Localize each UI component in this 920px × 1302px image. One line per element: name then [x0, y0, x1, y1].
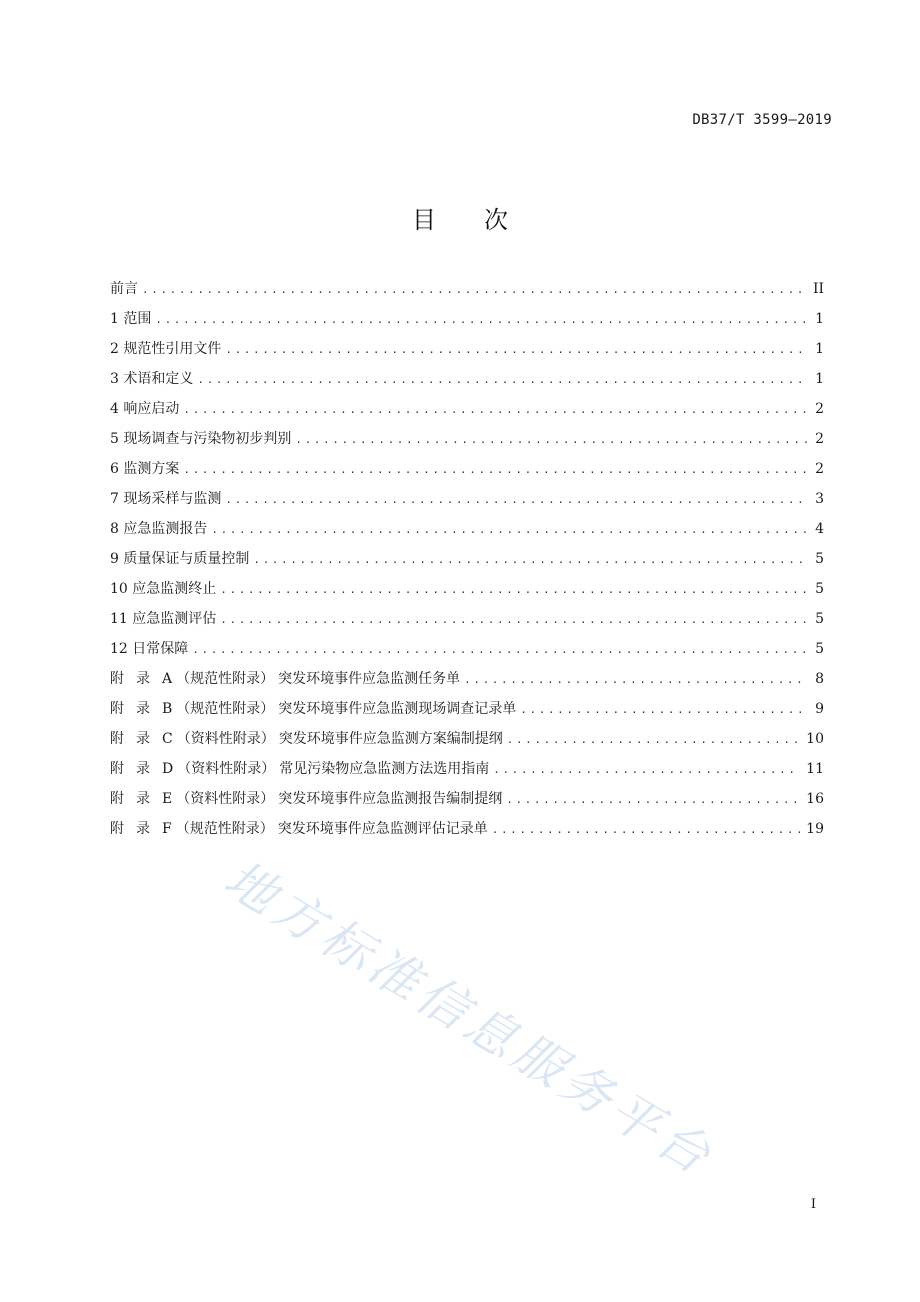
annex-word: 录: [136, 821, 150, 837]
dot-leader: [197, 370, 808, 390]
toc-entry-5[interactable]: [110, 429, 824, 459]
dot-leader: [155, 310, 808, 330]
annex-prefix: 附: [110, 821, 124, 837]
annex-word: 录: [136, 791, 150, 807]
dot-leader: [220, 610, 808, 630]
dot-leader: [507, 730, 800, 750]
toc-label: 3 术语和定义: [110, 371, 194, 387]
toc-label: 5 现场调查与污染物初步判别: [110, 431, 292, 447]
annex-letter: A: [162, 671, 173, 687]
dot-leader: [493, 760, 800, 780]
toc-label: 12 日常保障: [110, 641, 189, 657]
toc-entry-9[interactable]: [110, 549, 824, 579]
toc-entry-annex-f[interactable]: [110, 819, 824, 849]
toc-label: 9 质量保证与质量控制: [110, 551, 250, 567]
annex-letter: B: [162, 701, 173, 717]
dot-leader: [520, 700, 808, 720]
toc-label: 10 应急监测终止: [110, 581, 217, 597]
annex-kind: （资料性附录）: [177, 761, 276, 777]
annex-word: 录: [136, 731, 150, 747]
toc-label: [110, 789, 506, 809]
toc-label: 2 规范性引用文件: [110, 341, 222, 357]
annex-title: 突发环境事件应急监测报告编制提纲: [278, 791, 503, 807]
toc-label: 7 现场采样与监测: [110, 491, 222, 507]
toc-page-number: 9: [815, 701, 824, 717]
toc-page-number: 5: [815, 581, 824, 597]
toc-entry-12[interactable]: [110, 639, 824, 669]
toc-label: [110, 669, 464, 689]
toc-entry-10[interactable]: [110, 579, 824, 609]
annex-word: 录: [136, 701, 150, 717]
toc-page-number: 2: [815, 461, 824, 477]
toc-entry-8[interactable]: [110, 519, 824, 549]
toc-page-number: 16: [806, 791, 824, 807]
title-char-1: 目: [412, 206, 436, 234]
dot-leader: [295, 430, 808, 450]
annex-kind: （规范性附录）: [176, 671, 275, 687]
toc-label: 8 应急监测报告: [110, 521, 208, 537]
toc-page-number: 2: [815, 401, 824, 417]
toc-page-number: 8: [815, 671, 824, 687]
annex-letter: E: [162, 791, 173, 807]
toc-page-number: 19: [806, 821, 824, 837]
toc-page-number: 10: [806, 731, 824, 747]
toc-page-number: 11: [806, 761, 824, 777]
dot-leader: [183, 460, 808, 480]
toc-entry-annex-d[interactable]: [110, 759, 824, 789]
dot-leader: [183, 400, 808, 420]
toc-label: 6 监测方案: [110, 461, 180, 477]
annex-letter: C: [162, 731, 173, 747]
toc-label: [110, 759, 493, 779]
toc-label: 11 应急监测评估: [110, 611, 217, 627]
toc-page-number: 4: [815, 521, 824, 537]
toc-label: 4 响应启动: [110, 401, 180, 417]
dot-leader: [192, 640, 808, 660]
toc-page-number: 3: [815, 491, 824, 507]
toc-entry-11[interactable]: [110, 609, 824, 639]
toc-page-number: 5: [815, 641, 824, 657]
toc-page-number: 5: [815, 551, 824, 567]
toc-entry-6[interactable]: [110, 459, 824, 489]
toc-label: [110, 819, 492, 839]
annex-letter: D: [162, 761, 174, 777]
annex-kind: （资料性附录）: [176, 791, 275, 807]
annex-title: 突发环境事件应急监测任务单: [278, 671, 461, 687]
annex-kind: （规范性附录）: [175, 821, 274, 837]
dot-leader: [492, 820, 800, 840]
annex-word: 录: [136, 671, 150, 687]
annex-title: 突发环境事件应急监测评估记录单: [277, 821, 488, 837]
toc-entry-annex-b[interactable]: [110, 699, 824, 729]
toc-label: [110, 699, 520, 719]
toc-page-number: 1: [815, 371, 824, 387]
toc-entry-3[interactable]: [110, 369, 824, 399]
annex-word: 录: [136, 761, 150, 777]
toc-entry-2[interactable]: [110, 339, 824, 369]
watermark: 地方标准信息服务平台: [214, 849, 725, 1188]
dot-leader: [253, 550, 808, 570]
standard-code: DB37/T 3599—2019: [692, 112, 832, 128]
toc-page-number: 5: [815, 611, 824, 627]
toc-entry-7[interactable]: [110, 489, 824, 519]
toc-entry-4[interactable]: [110, 399, 824, 429]
toc-label: 前言: [110, 281, 138, 297]
title-char-2: 次: [484, 206, 508, 234]
annex-prefix: 附: [110, 731, 124, 747]
dot-leader: [225, 490, 808, 510]
toc-entry-annex-a[interactable]: [110, 669, 824, 699]
dot-leader: [225, 340, 808, 360]
toc-page-number: II: [812, 281, 824, 297]
annex-title: 突发环境事件应急监测方案编制提纲: [278, 731, 503, 747]
toc-page-number: 2: [815, 431, 824, 447]
dot-leader: [142, 280, 807, 300]
annex-title: 突发环境事件应急监测现场调查记录单: [278, 701, 517, 717]
toc-entry-annex-e[interactable]: [110, 789, 824, 819]
page-title: [0, 200, 920, 235]
annex-kind: （规范性附录）: [176, 701, 275, 717]
annex-letter: F: [162, 821, 172, 837]
dot-leader: [220, 580, 808, 600]
annex-prefix: 附: [110, 671, 124, 687]
annex-kind: （资料性附录）: [176, 731, 275, 747]
toc-page-number: 1: [815, 341, 824, 357]
annex-prefix: 附: [110, 791, 124, 807]
toc-label: 1 范围: [110, 311, 152, 327]
annex-prefix: 附: [110, 761, 124, 777]
page-folio: I: [810, 1197, 816, 1212]
annex-prefix: 附: [110, 701, 124, 717]
dot-leader: [211, 520, 808, 540]
toc-entry-annex-c[interactable]: [110, 729, 824, 759]
toc-list: [110, 279, 824, 849]
toc-entry-1[interactable]: [110, 309, 824, 339]
dot-leader: [506, 790, 800, 810]
annex-title: 常见污染物应急监测方法选用指南: [279, 761, 490, 777]
toc-page-number: 1: [815, 311, 824, 327]
toc-label: [110, 729, 507, 749]
toc-entry-foreword[interactable]: [110, 279, 824, 309]
dot-leader: [464, 670, 808, 690]
